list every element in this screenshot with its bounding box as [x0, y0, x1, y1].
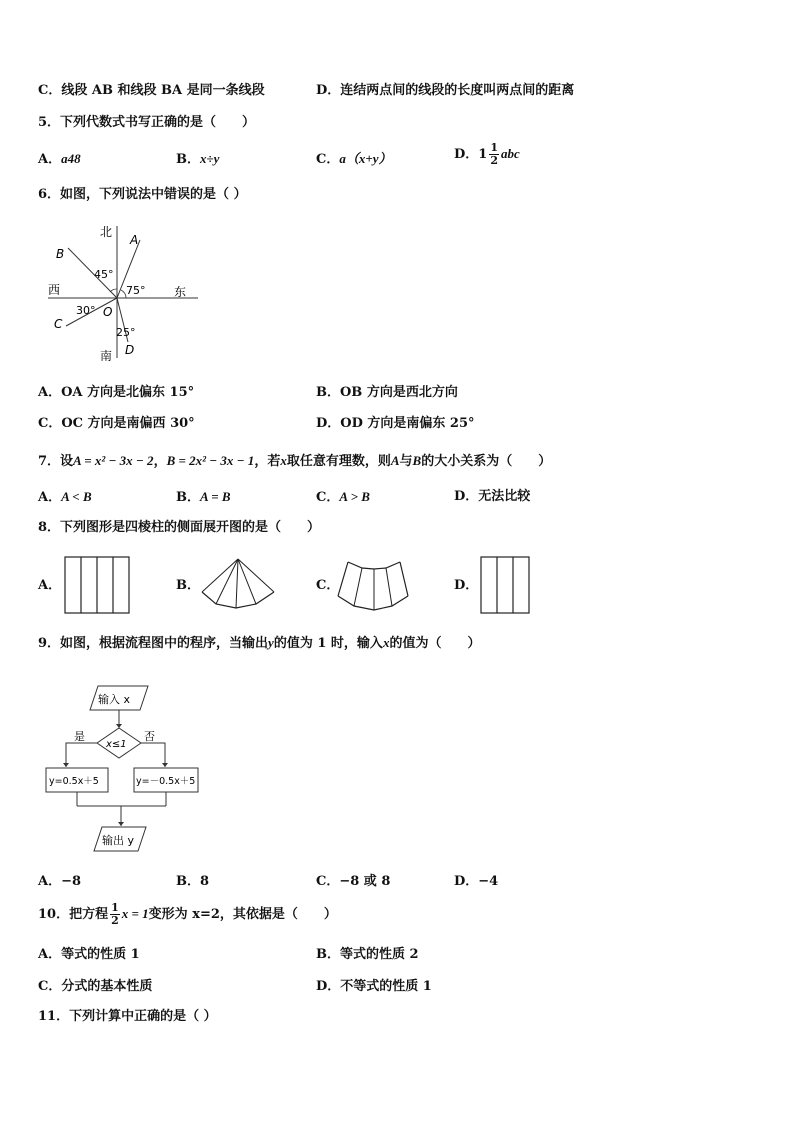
q9-option-c: C．−8 或 8: [316, 874, 391, 889]
q7-option-d: D．无法比较: [454, 489, 531, 504]
q5-option-d: D．1 $\frac{1}{2}$ abc: [454, 141, 520, 167]
q10-option-c: C．分式的基本性质: [38, 979, 153, 994]
west-label: 西: [48, 283, 61, 297]
q7-stem: 7．设A = x² − 3x − 2，B = 2x² − 3x − 1，若x取任意有理数，则A与B的大小关系为（ ）: [38, 453, 552, 469]
flow-output-label: 输出 y: [102, 834, 135, 847]
flow-left-box-label: y=0.5x＋5: [49, 776, 99, 787]
point-d-label: D: [125, 343, 135, 357]
angle-45-label: 45°: [94, 268, 114, 281]
point-b-label: B: [56, 247, 65, 261]
q9-option-b: B．8: [176, 874, 210, 889]
q8-figure-a: [64, 556, 132, 616]
q6-option-c: C．OC 方向是南偏西 30°: [38, 416, 195, 431]
compass-direction-figure: [40, 218, 205, 368]
q9-stem: 9．如图，根据流程图中的程序，当输出y的值为 1 时，输入x的值为（ ）: [38, 635, 481, 651]
mixed-fraction: $\frac{1}{2}$: [490, 141, 498, 167]
q5-option-b: B．x÷y: [176, 151, 220, 167]
q10-option-d: D．不等式的性质 1: [316, 979, 432, 994]
angle-30-label: 30°: [76, 304, 96, 317]
south-label: 南: [100, 349, 113, 363]
q8-option-b-label: B．: [176, 578, 200, 593]
q9-option-d: D．−4: [454, 874, 499, 889]
flow-input-label: 输入 x: [98, 693, 131, 706]
point-a-label: A: [130, 233, 139, 247]
flow-right-box-label: y=－0.5x＋5: [136, 776, 196, 787]
q6-option-a: A．OA 方向是北偏东 15°: [38, 385, 195, 400]
q5-option-c: C．a（x+y）: [316, 151, 392, 167]
angle-75-label: 75°: [126, 284, 146, 297]
half-fraction: $\frac{1}{2}$: [111, 901, 119, 927]
point-o-label: O: [103, 305, 113, 319]
q7-option-b: B．A = B: [176, 489, 231, 505]
point-c-label: C: [54, 317, 63, 331]
angle-25-label: 25°: [116, 326, 136, 339]
q5-option-a: A．a48: [38, 151, 81, 167]
q8-option-d-label: D．: [454, 578, 479, 593]
q6-option-d: D．OD 方向是南偏东 25°: [316, 416, 475, 431]
q10-option-b: B．等式的性质 2: [316, 947, 419, 962]
q7-option-c: C．A > B: [316, 489, 370, 505]
q8-figure-c: [336, 556, 410, 614]
east-label: 东: [174, 285, 187, 299]
q10-option-a: A．等式的性质 1: [38, 947, 140, 962]
q10-stem: 10．把方程 $\frac{1}{2}$ x = 1变形为 x=2，其依据是（ ）: [38, 901, 337, 927]
q8-option-a-label: A．: [38, 578, 62, 593]
north-label: 北: [100, 225, 113, 239]
q5-stem: 5．下列代数式书写正确的是（ ）: [38, 115, 256, 130]
q9-option-a: A．−8: [38, 874, 82, 889]
q7-option-a: A．A < B: [38, 489, 92, 505]
q6-stem: 6．如图，下列说法中错误的是（ ）: [38, 187, 247, 202]
q4-option-c: C．线段 AB 和线段 BA 是同一条线段: [38, 83, 265, 98]
flow-yes-label: 是: [74, 730, 85, 743]
q11-stem: 11．下列计算中正确的是（ ）: [38, 1009, 217, 1024]
flowchart: [40, 680, 210, 858]
q8-figure-d: [480, 556, 532, 616]
flow-no-label: 否: [144, 730, 155, 743]
q8-stem: 8．下列图形是四棱柱的侧面展开图的是（ ）: [38, 520, 321, 535]
q8-option-c-label: C．: [316, 578, 340, 593]
q6-option-b: B．OB 方向是西北方向: [316, 385, 458, 400]
flow-decision-label: x≤1: [106, 739, 127, 750]
q4-option-d: D．连结两点间的线段的长度叫两点间的距离: [316, 83, 575, 98]
q8-figure-b: [196, 556, 280, 614]
